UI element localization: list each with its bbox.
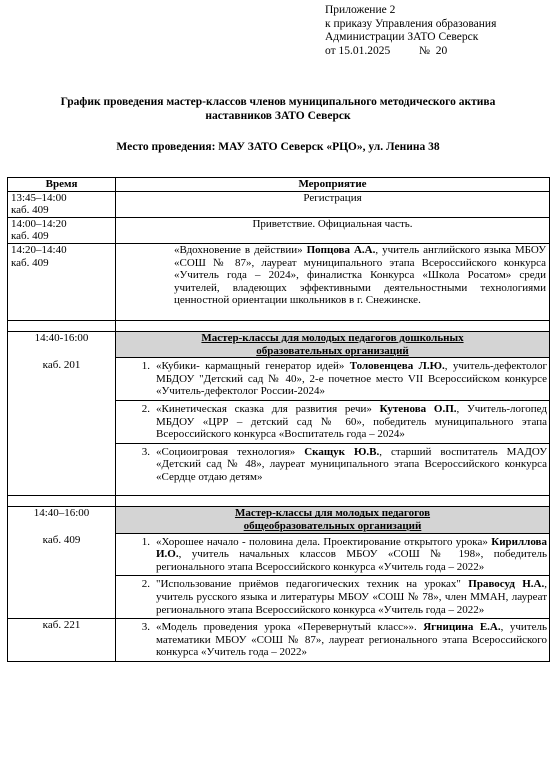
time-cell (8, 331, 116, 496)
appendix-line: Администрации ЗАТО Северск (325, 31, 479, 43)
item-text (156, 621, 549, 659)
item-number: 3. (141, 621, 150, 634)
room-text: каб. 409 (11, 204, 49, 217)
table-row (8, 191, 550, 217)
table-row (8, 217, 550, 243)
room-text: каб. 409 (11, 256, 49, 269)
event-cell: Регистрация (116, 191, 550, 217)
presenter-info: , Учитель-логопед МБДОУ «ЦРР – детский сад № 60», победитель муниципального этапа Всероссийского конкурса «Воспитатель года – 2024» (156, 402, 547, 441)
item-text (156, 446, 549, 494)
presenter-name: Толовенцева Л.Ю. (349, 360, 445, 373)
presenter-name: Попцова А.А. (306, 243, 376, 256)
room-text: каб. 409 (11, 230, 49, 243)
venue: Место проведения: МАУ ЗАТО Северск «РЦО», ул. Ленина 38 (116, 141, 440, 153)
section-row-general (8, 507, 550, 619)
time-text: 14:00–14:20 (11, 217, 67, 230)
item-title: «Хорошее начало - половина дела. Проектирование открытого урока» (156, 535, 492, 548)
spacer-row (8, 320, 550, 331)
section-row-general-2 (8, 619, 550, 662)
appendix-line: Приложение 2 (325, 4, 396, 16)
presenter-name: Правосуд Н.А. (468, 578, 545, 591)
presenter-info: , учитель русского языка и литературы МБОУ «СОШ № 78», член ММАН, лауреат регионального этапа Всероссийского конкурса «Учитель года – 2022» (156, 578, 547, 616)
section-heading (116, 507, 549, 532)
event-title: «Вдохновение в действии» (174, 243, 307, 256)
list-item (116, 443, 549, 496)
list-item (116, 358, 549, 400)
presenter-name: Ягницина Е.А. (423, 621, 501, 634)
item-number: 1. (141, 360, 150, 373)
list-item (116, 400, 549, 443)
item-title: «Социоигровая технология» (156, 445, 305, 458)
item-number: 3. (141, 445, 150, 458)
schedule-table (7, 177, 550, 662)
item-number: 1. (141, 535, 150, 548)
time-text: 14:40-16:00 (34, 331, 89, 344)
spacer-row (8, 496, 550, 507)
section-heading-line: общеобразовательных организаций (243, 520, 422, 533)
section-heading-line: Мастер-классы для молодых педагогов (234, 507, 431, 520)
item-text (156, 403, 549, 441)
presenter-info: , учитель английского языка МБОУ «СОШ № 87», лауреат муниципального этапа Всероссийского конкурса «Учитель года – 2024», финалистка Конкурса «Школа Росатом» среди учителей, владеющих эффективными деятельностными технологиями ценностной ориентации школьников в г. Снежинске. (174, 243, 547, 307)
time-text: 13:45–14:00 (11, 191, 67, 204)
col-header-event: Мероприятие (116, 178, 550, 192)
section-heading (116, 332, 549, 357)
list-item (116, 534, 549, 576)
section-cell (116, 331, 550, 496)
item-text (156, 578, 549, 616)
time-cell (8, 619, 116, 662)
section-cell (116, 507, 550, 619)
section-cell (116, 619, 550, 662)
col-header-time: Время (8, 178, 116, 192)
time-cell (8, 191, 116, 217)
presenter-info: , старший воспитатель МАДОУ «Детский сад № 48», лауреат муниципального этапа Всероссийского конкурса «Сердце отдаю детям» (156, 445, 548, 483)
presenter-name: Кутенова О.П. (379, 402, 457, 415)
list-item (116, 619, 549, 661)
time-text: 14:20–14:40 (11, 243, 67, 256)
room-text: каб. 221 (42, 619, 81, 632)
time-cell (8, 243, 116, 320)
item-number: 2. (141, 402, 150, 415)
presenter-info: , учитель математики МБОУ «СОШ № 87», лауреат регионального этапа Всероссийского конкурса «Учитель года – 2022» (156, 621, 547, 659)
presenter-name: Кириллова И.О. (156, 535, 547, 561)
time-cell (8, 507, 116, 619)
section-heading-line: образовательных организаций (256, 344, 409, 357)
item-title: «Модель проведения урока «Перевернутый класс»». (156, 621, 424, 634)
appendix-line: от 15.01.2025 № 20 (325, 44, 448, 57)
event-cell (116, 243, 550, 320)
list-item (116, 575, 549, 618)
room-text: каб. 409 (42, 534, 81, 547)
presenter-name: Скащук Ю.В. (304, 445, 380, 458)
time-text: 14:40–16:00 (33, 507, 90, 520)
table-header-row (8, 178, 550, 192)
event-cell: Приветствие. Официальная часть. (116, 217, 550, 243)
appendix-header (325, 4, 496, 58)
appendix-line: к приказу Управления образования (325, 17, 497, 30)
room-text: каб. 201 (42, 358, 81, 371)
item-text (156, 536, 549, 574)
item-number: 2. (141, 578, 150, 591)
table-row (8, 243, 550, 320)
item-title: «Кинетическая сказка для развития речи» (156, 402, 380, 415)
item-text (156, 360, 549, 398)
item-title: «Кубики- кармащный генератор идей» (156, 360, 350, 373)
document-title: График проведения мастер-классов членов муниципального методического актива наставников ЗАТО Северск (60, 96, 496, 122)
presenter-info: , учитель-дефектолог МБДОУ "Детский сад № 40», 2-е почетное место VII Всероссийском конкурсе «Учитель-дефектолог России-2024» (156, 360, 548, 398)
time-cell (8, 217, 116, 243)
item-title: "Использование приёмов педагогических техник на уроках" (156, 578, 469, 591)
section-row-preschool (8, 331, 550, 496)
section-heading-line: Мастер-классы для молодых педагогов дошкольных (201, 331, 464, 344)
presenter-info: , учитель начальных классов МБОУ «СОШ № 198», победитель регионального этапа Всероссийского конкурса «Учитель года – 2022» (156, 548, 547, 573)
